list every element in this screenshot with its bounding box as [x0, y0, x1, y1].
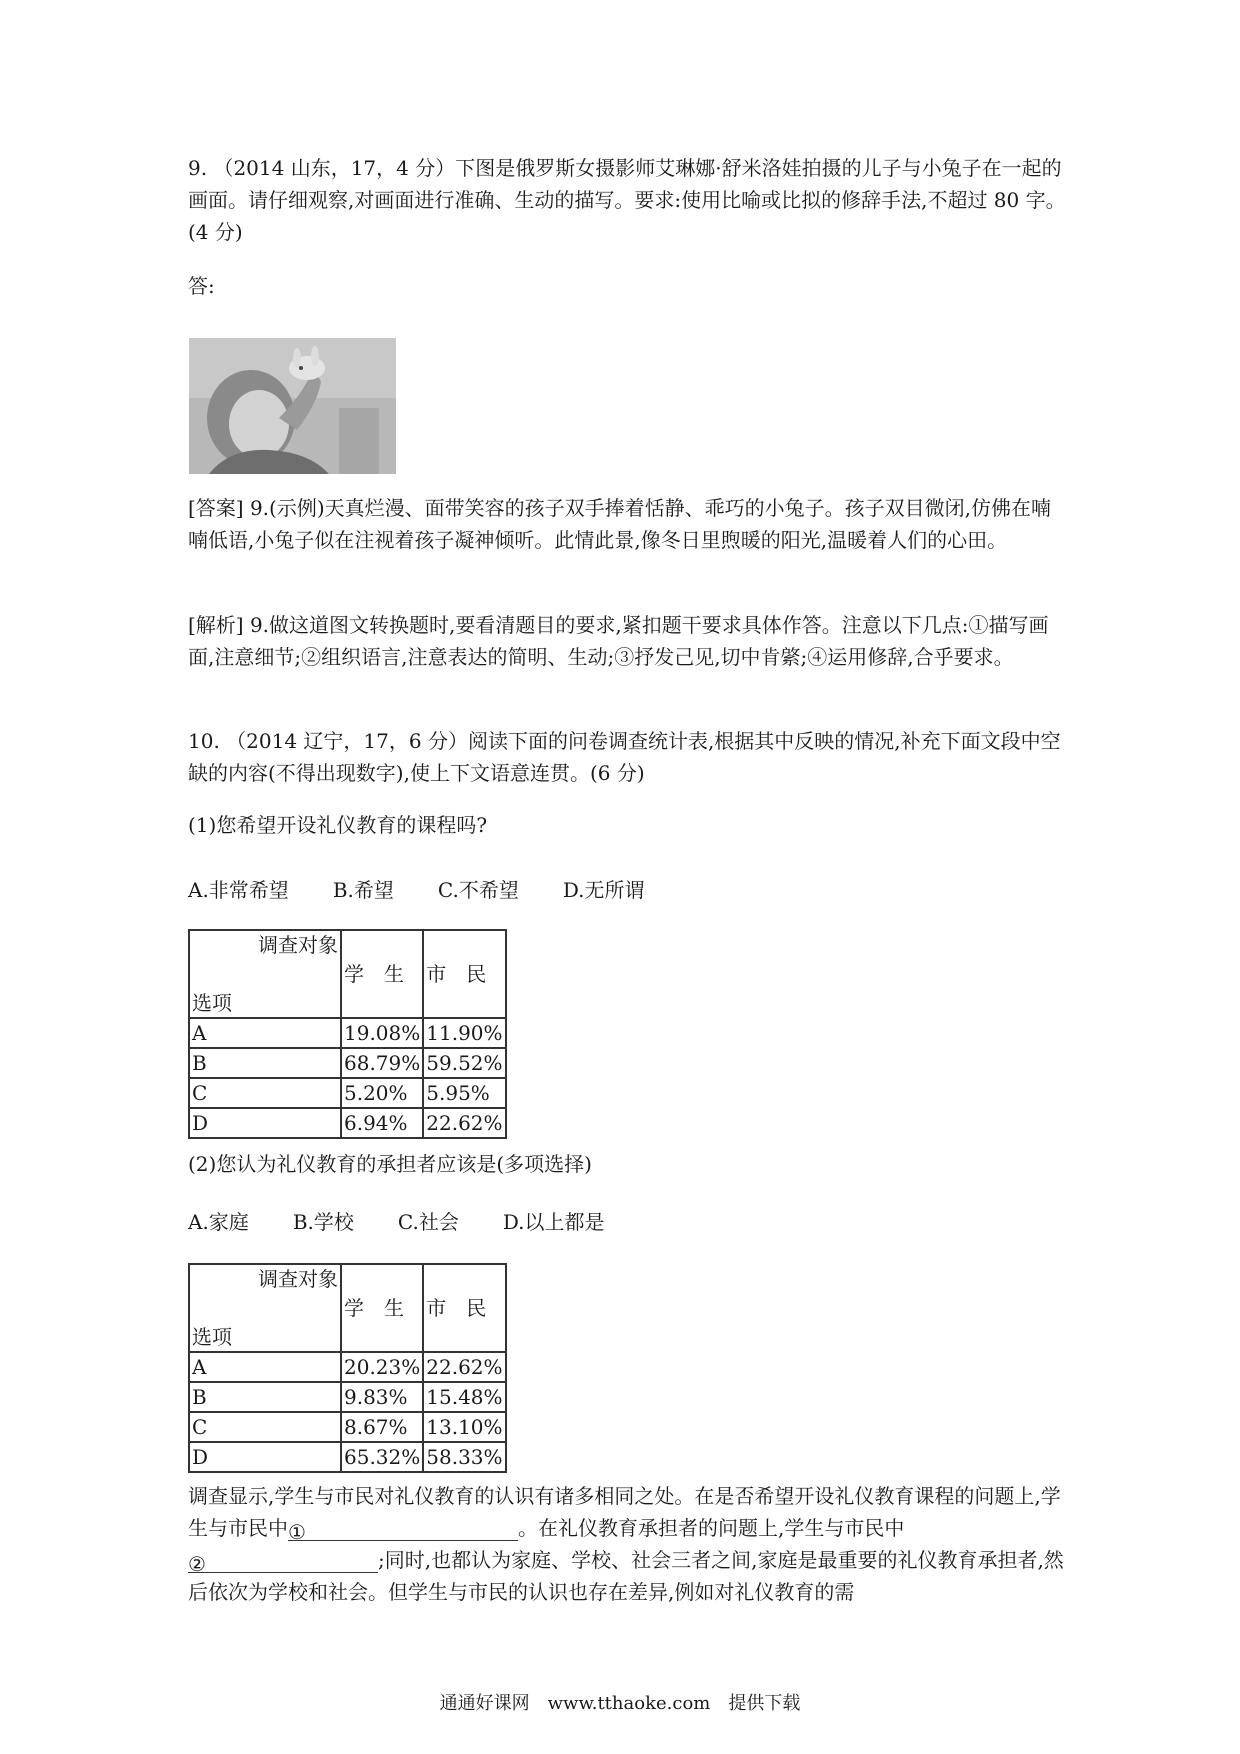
row-option: B	[189, 1382, 341, 1412]
option-d: D.以上都是	[502, 1210, 605, 1234]
q9-answer-prompt: 答:	[188, 274, 215, 298]
survey-table-2	[188, 1263, 507, 1473]
row-citizen: 15.48%	[423, 1382, 505, 1412]
row-student: 65.32%	[341, 1442, 423, 1472]
row-option: A	[189, 1352, 341, 1382]
q10-sub2-prompt: (2)您认为礼仪教育的承担者应该是(多项选择)	[188, 1152, 592, 1176]
header-option: 选项	[192, 991, 232, 1015]
option-c: C.社会	[397, 1210, 459, 1234]
row-option: D	[189, 1442, 341, 1472]
q10-sub1-options	[188, 874, 689, 906]
row-option: C	[189, 1412, 341, 1442]
row-citizen: 11.90%	[423, 1018, 505, 1048]
child-rabbit-photo	[189, 338, 396, 474]
row-citizen: 59.52%	[423, 1048, 505, 1078]
table-corner-header	[189, 1264, 341, 1352]
row-student: 8.67%	[341, 1412, 423, 1442]
q10-sub2-options	[188, 1206, 649, 1238]
row-option: A	[189, 1018, 341, 1048]
table-row	[189, 1352, 506, 1382]
q9-analysis: [解析] 9.做这道图文转换题时,要看清题目的要求,紧扣题干要求具体作答。注意以下几点:①描写画面,注意细节;②组织语言,注意表达的简明、生动;③抒发己见,切中肯綮;④运用修辞,合乎要求。	[188, 613, 1049, 669]
table-row	[189, 1412, 506, 1442]
row-citizen: 22.62%	[423, 1352, 505, 1382]
q10-question: 10. （2014 辽宁，17，6 分）阅读下面的问卷调查统计表,根据其中反映的情况,补充下面文段中空缺的内容(不得出现数字),使上下文语意连贯。(6 分)	[188, 729, 1061, 785]
table-row	[189, 1078, 506, 1108]
passage-part2: 。在礼仪教育承担者的问题上,学生与市民中	[518, 1516, 905, 1540]
row-student: 5.20%	[341, 1078, 423, 1108]
row-citizen: 22.62%	[423, 1108, 505, 1138]
passage-part3: ;同时,也都认为家庭、学校、社会三者之间,家庭是最重要的礼仪教育承担者,然后依次为学校和社会。但学生与市民的认识也存在差异,例如对礼仪教育的需	[188, 1548, 1064, 1604]
row-citizen: 13.10%	[423, 1412, 505, 1442]
page-footer: 通通好课网 www.tthaoke.com 提供下载	[439, 1693, 801, 1714]
table-row	[189, 1382, 506, 1412]
header-survey-subject: 调查对象	[258, 933, 338, 957]
q9-answer: [答案] 9.(示例)天真烂漫、面带笑容的孩子双手捧着恬静、乖巧的小兔子。孩子双目微闭,仿佛在喃喃低语,小兔子似在注视着孩子凝神倾听。此情此景,像冬日里煦暖的阳光,温暖着人们的心田。	[188, 496, 1052, 552]
option-c: C.不希望	[437, 878, 519, 902]
header-citizen: 市 民	[423, 930, 505, 1018]
header-student: 学 生	[341, 930, 423, 1018]
header-option: 选项	[192, 1325, 232, 1349]
option-d: D.无所谓	[562, 878, 645, 902]
row-option: B	[189, 1048, 341, 1078]
option-a: A.非常希望	[188, 878, 289, 902]
table-corner-header	[189, 930, 341, 1018]
q10-sub1-prompt: (1)您希望开设礼仪教育的课程吗?	[188, 813, 488, 837]
header-student: 学 生	[341, 1264, 423, 1352]
q10-passage	[188, 1480, 1068, 1608]
row-student: 19.08%	[341, 1018, 423, 1048]
row-student: 6.94%	[341, 1108, 423, 1138]
table-row	[189, 1442, 506, 1472]
q9-question: 9. （2014 山东，17，4 分）下图是俄罗斯女摄影师艾琳娜·舒米洛娃拍摄的儿子与小兔子在一起的画面。请仔细观察,对画面进行准确、生动的描写。要求:使用比喻或比拟的修辞手法,不超过 80 字。(4 分)	[188, 156, 1066, 244]
table-row	[189, 1018, 506, 1048]
header-citizen: 市 民	[423, 1264, 505, 1352]
row-citizen: 58.33%	[423, 1442, 505, 1472]
row-student: 20.23%	[341, 1352, 423, 1382]
row-option: C	[189, 1078, 341, 1108]
table-row	[189, 1108, 506, 1138]
option-a: A.家庭	[188, 1210, 249, 1234]
row-option: D	[189, 1108, 341, 1138]
table-row	[189, 1048, 506, 1078]
row-citizen: 5.95%	[423, 1078, 505, 1108]
header-survey-subject: 调查对象	[258, 1267, 338, 1291]
row-student: 9.83%	[341, 1382, 423, 1412]
blank-2[interactable]: ②	[188, 1548, 378, 1573]
blank-1[interactable]: ①	[288, 1516, 518, 1541]
row-student: 68.79%	[341, 1048, 423, 1078]
passage-part1: 调查显示,学生与市民对礼仪教育的认识有诸多相同之处。在是否希望开设礼仪教育课程的问题上,学生与市民中	[188, 1484, 1061, 1540]
option-b: B.学校	[292, 1210, 354, 1234]
option-b: B.希望	[332, 878, 394, 902]
survey-table-1	[188, 929, 507, 1139]
